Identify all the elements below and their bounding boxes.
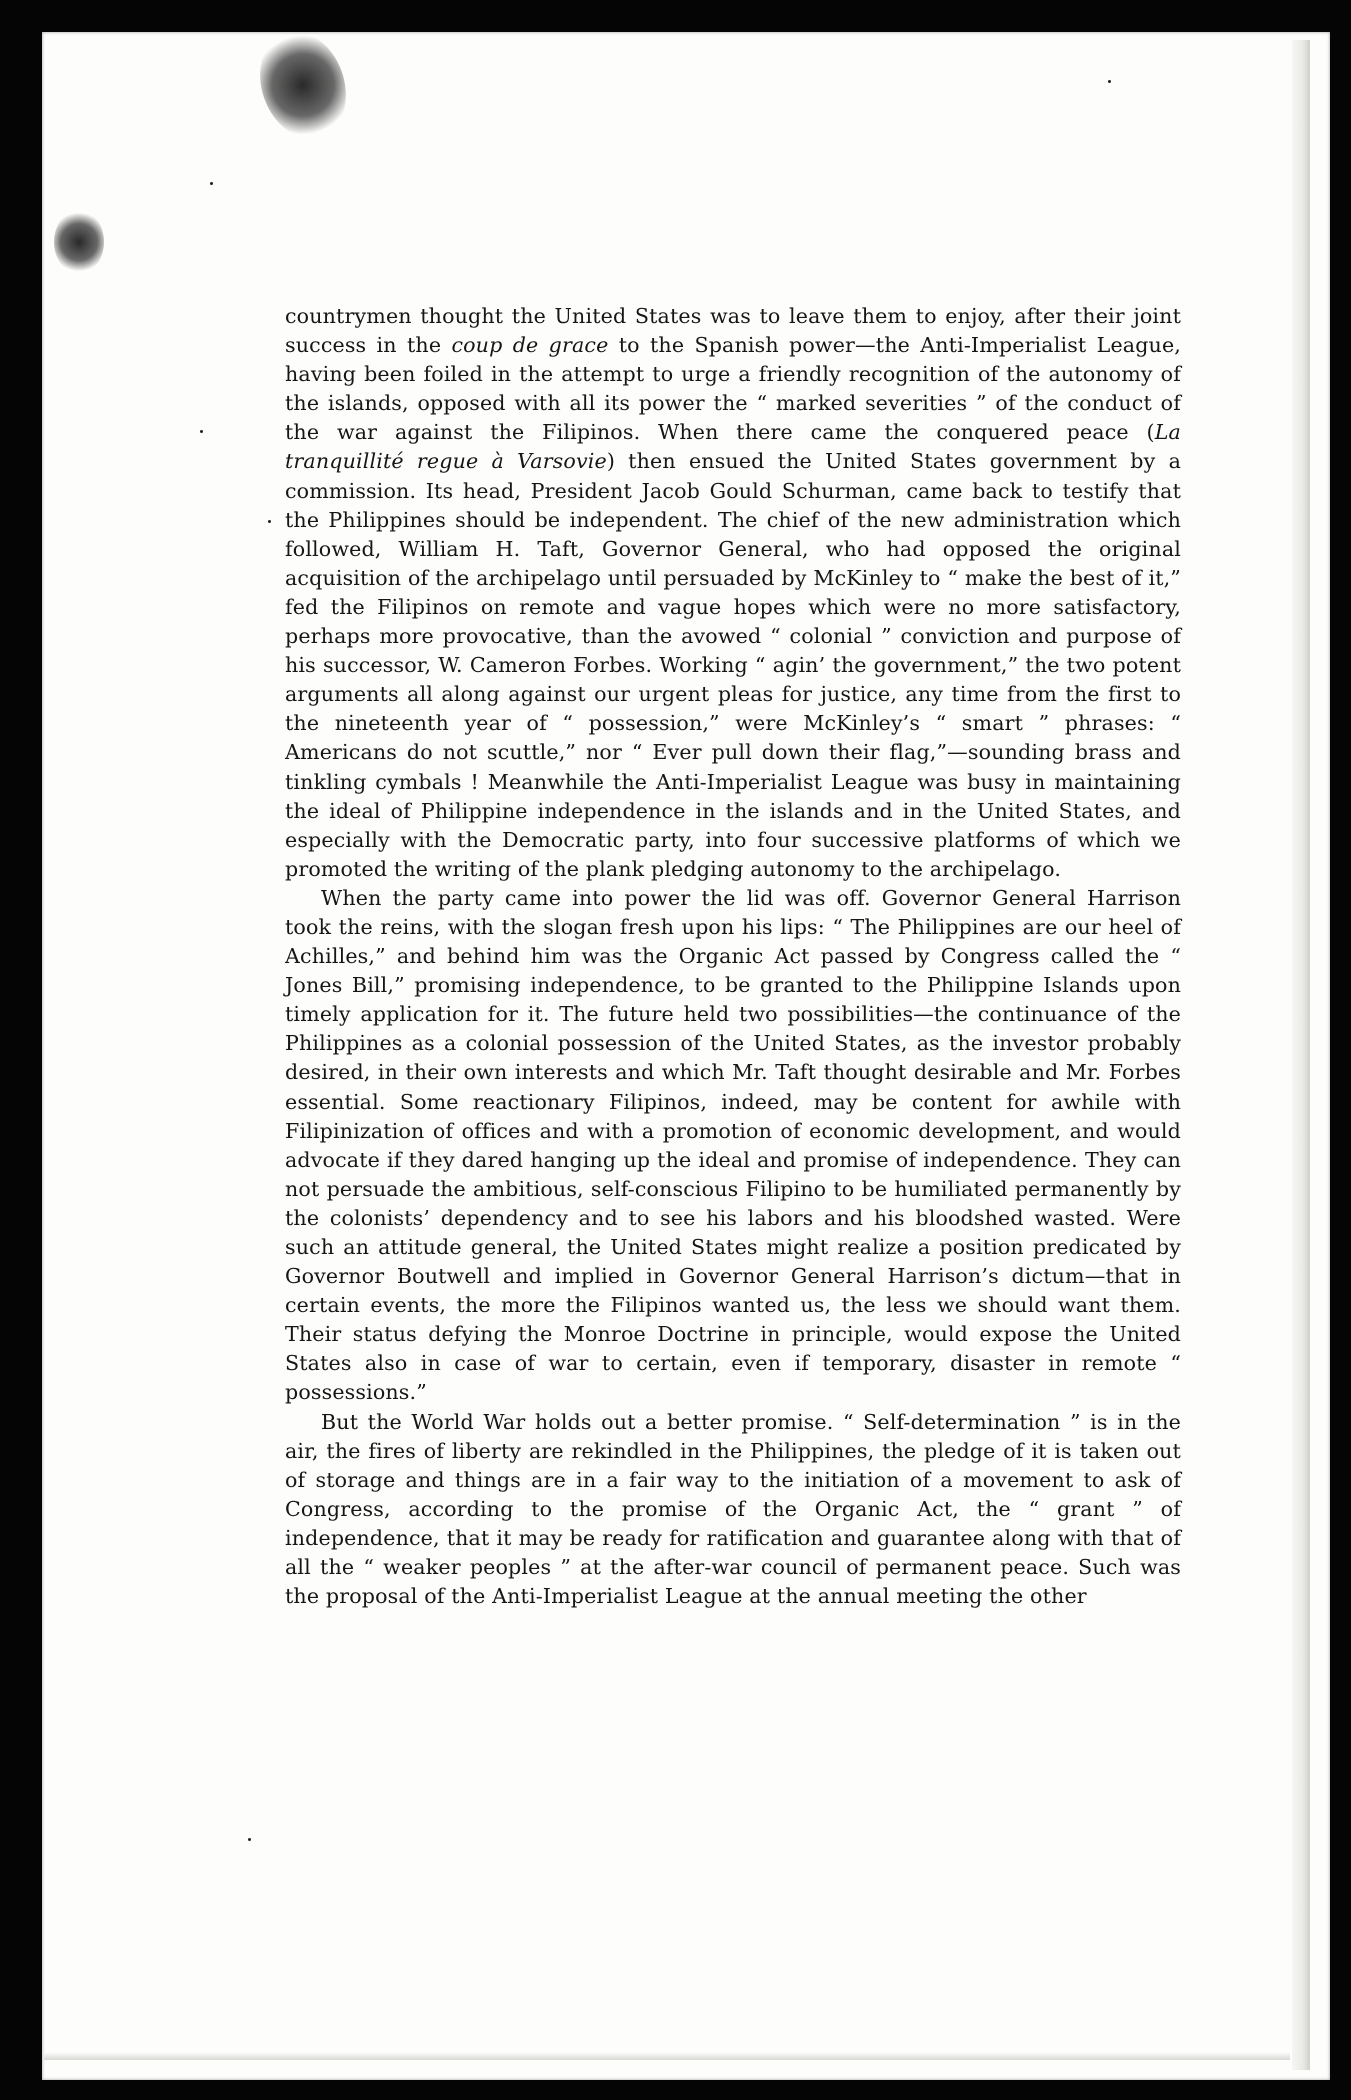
text-run: countrymen thought the United States was to leave them to enjoy, after their joint success in the [285, 304, 1181, 358]
ink-smudge-left [54, 210, 104, 274]
paper-speck [268, 520, 271, 523]
italic-phrase: La tranquillité regue à Varsovie [285, 420, 1181, 474]
paper-speck [248, 1838, 251, 1841]
page-edge-right [1292, 40, 1310, 2070]
page-edge-bottom [44, 2052, 1290, 2060]
text-run: When the party came into power the lid was off. Governor General Harrison took the reins, with the slogan fresh upon his lips: “ The Philippines are our heel of Achilles,” and behind him was the Organic Act passed by Congress called the “ Jones Bill,” promising independence, to be granted to the Philippine Islands upon timely application for it. The future held two possibilities—the continuance of the Philippines as a colonial possession of the United States, as the investor probably desired, in their own interests and which Mr. Taft thought desirable and Mr. Forbes essential. Some reactionary Filipinos, indeed, may be content for awhile with Filipinization of offices and with a promotion of economic development, and would advocate if they dared hanging up the ideal and promise of independence. They can not persuade the ambitious, self-conscious Filipino to be humiliated permanently by the colonists’ dependency and to see his labors and his bloodshed wasted. Were such an attitude general, the United States might realize a position predicated by Governor Boutwell and implied in Governor General Harrison’s dictum—that in certain events, the more the Filipinos wanted us, the less we should want them. Their status defying the Monroe Doctrine in principle, would expose the United States also in case of war to certain, even if temporary, disaster in remote “ possessions.” [285, 885, 1181, 1405]
paper-speck [200, 430, 203, 433]
paper-speck [210, 182, 213, 185]
paragraph [285, 302, 1181, 884]
paragraph [285, 1408, 1181, 1612]
text-run: But the World War holds out a better promise. “ Self-determination ” is in the air, the fires of liberty are rekindled in the Philippines, the pledge of it is taken out of storage and things are in a fair way to the initiation of a movement to ask of Congress, according to the promise of the Organic Act, the “ grant ” of independence, that it may be ready for ratification and guarantee along with that of all the “ weaker peoples ” at the after-war council of permanent peace. Such was the proposal of the Anti-Imperialist League at the annual meeting the other [285, 1409, 1181, 1609]
text-run: ) then ensued the United States government by a commission. Its head, President Jacob Gould Schurman, came back to testify that the Philippines should be independent. The chief of the new administration which followed, William H. Taft, Governor General, who had opposed the original acquisition of the archipelago until persuaded by McKinley to “ make the best of it,” fed the Filipinos on remote and vague hopes which were no more satisfactory, perhaps more provocative, than the avowed “ colonial ” conviction and purpose of his successor, W. Cameron Forbes. Working “ agin’ the government,” the two potent arguments all along against our urgent pleas for justice, any time from the first to the nineteenth year of “ possession,” were McKinley’s “ smart ” phrases: “ Americans do not scuttle,” nor “ Ever pull down their flag,”—sounding brass and tinkling cymbals ! Meanwhile the Anti-Imperialist League was busy in maintaining the ideal of Philippine independence in the islands and in the United States, and especially with the Democratic party, into four successive platforms of which we promoted the writing of the plank pledging autonomy to the archipelago. [285, 449, 1181, 881]
italic-phrase: coup de grace [451, 333, 609, 358]
paper-speck [1108, 80, 1111, 83]
body-text [285, 302, 1181, 1611]
text-run: to the Spanish power—the Anti-Imperialist League, having been foiled in the attempt to urge a friendly recognition of the autonomy of the islands, opposed with all its power the “ marked severities ” of the conduct of the war against the Filipinos. When there came the conquered peace ( [285, 333, 1181, 445]
paragraph [285, 884, 1181, 1408]
